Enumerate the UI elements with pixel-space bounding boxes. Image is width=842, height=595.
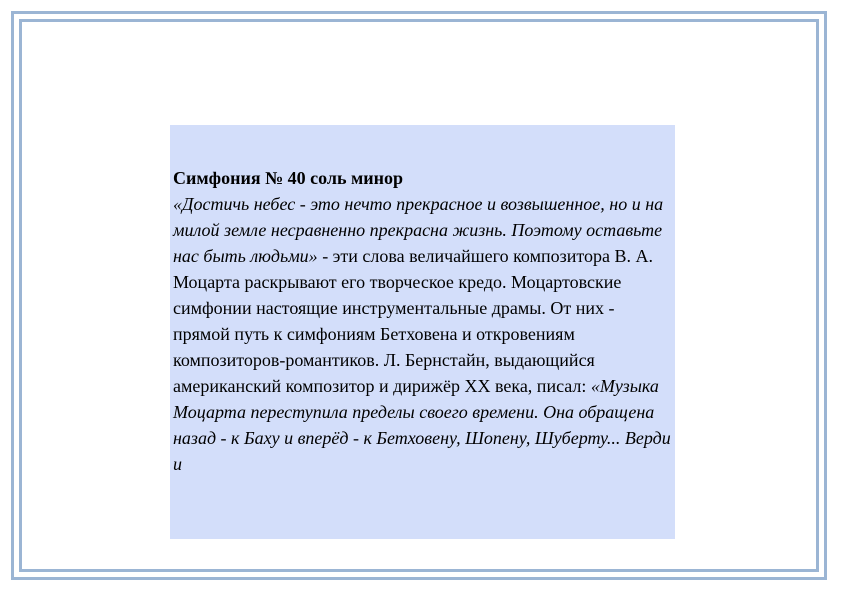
quote-bernstein: «Музыка Моцарта переступила пределы своего времени. Она обращена назад - к Баху и вперёд - к Бетховену, Шопену, Шуберту... Верди и <box>173 376 671 474</box>
text-box <box>170 125 675 539</box>
body-paragraph: - эти слова величайшего композитора В. А. Моцарта раскрывают его творческое кредо. Моцартовские симфонии настоящие инструментальные драмы. От них - прямой путь к симфониям Бетховена и откровениям композиторов-романтиков. Л. Бернстайн, выдающийся американский композитор и дирижёр XX века, писал: <box>173 246 653 396</box>
slide-body <box>173 191 671 477</box>
slide-title: Симфония № 40 соль минор <box>173 168 404 188</box>
quote-mozart: «Достичь небес - это нечто прекрасное и возвышенное, но и на милой земле несравненно прекрасна жизнь. Поэтому оставьте нас быть людьми» <box>173 194 664 266</box>
